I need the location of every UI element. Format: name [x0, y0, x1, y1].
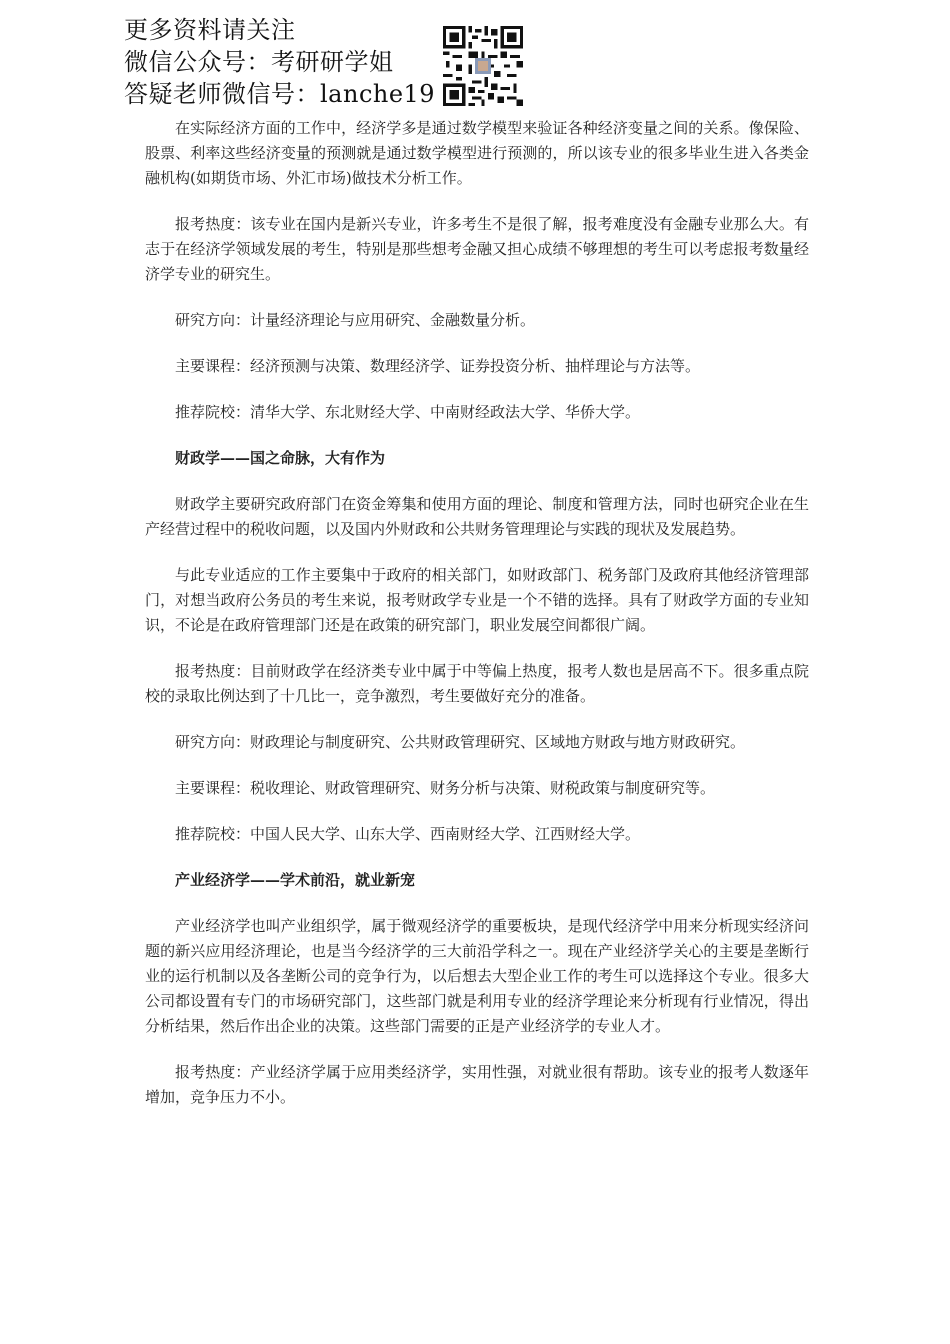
paragraph: 产业经济学也叫产业组织学，属于微观经济学的重要板块，是现代经济学中用来分析现实经济问题的新兴应用经济理论，也是当今经济学的三大前沿学科之一。现在产业经济学关心的主要是垄断行业的运行机制以及各垄断公司的竞争行为，以后想去大型企业工作的考生可以选择这个专业。很多大公司都设置有专门的市场研究部门，这些部门就是利用专业的经济学理论来分析现有行业情况，得出分析结果，然后作出企业的决策。这些部门需要的正是产业经济学的专业人才。 — [145, 917, 809, 1035]
paragraph: 研究方向：财政理论与制度研究、公共财政管理研究、区域地方财政与地方财政研究。 — [175, 733, 746, 751]
paragraph: 主要课程：税收理论、财政管理研究、财务分析与决策、财税政策与制度研究等。 — [175, 779, 716, 797]
paragraph: 推荐院校：中国人民大学、山东大学、西南财经大学、江西财经大学。 — [175, 825, 641, 843]
paragraph: 主要课程：经济预测与决策、数理经济学、证券投资分析、抽样理论与方法等。 — [175, 357, 701, 375]
promo-line-1: 更多资料请关注 — [124, 16, 296, 44]
paragraph: 与此专业适应的工作主要集中于政府的相关部门，如财政部门、税务部门及政府其他经济管理部门，对想当政府公务员的考生来说，报考财政学专业是一个不错的选择。具有了财政学方面的专业知识，不论是在政府管理部门还是在政策的研究部门，职业发展空间都很广阔。 — [145, 566, 809, 634]
section-heading: 产业经济学——学术前沿，就业新宠 — [175, 871, 416, 889]
promo-header — [124, 14, 435, 110]
paragraph: 报考热度：目前财政学在经济类专业中属于中等偏上热度，报考人数也是居高不下。很多重点院校的录取比例达到了十几比一，竞争激烈，考生要做好充分的准备。 — [145, 662, 809, 705]
promo-line-3: 答疑老师微信号：lanche19 — [124, 80, 436, 108]
paragraph: 报考热度：该专业在国内是新兴专业，许多考生不是很了解，报考难度没有金融专业那么大。有志于在经济学领域发展的考生，特别是那些想考金融又担心成绩不够理想的考生可以考虑报考数量经济学专业的研究生。 — [145, 215, 809, 283]
promo-line-2: 微信公众号：考研研学姐 — [124, 48, 394, 76]
paragraph: 研究方向：计量经济理论与应用研究、金融数量分析。 — [175, 311, 536, 329]
paragraph: 报考热度：产业经济学属于应用类经济学，实用性强，对就业很有帮助。该专业的报考人数逐年增加，竞争压力不小。 — [145, 1063, 809, 1106]
paragraph: 推荐院校：清华大学、东北财经大学、中南财经政法大学、华侨大学。 — [175, 403, 641, 421]
qr-code-icon — [443, 26, 523, 106]
article-body — [145, 116, 809, 1131]
section-heading: 财政学——国之命脉，大有作为 — [175, 449, 386, 467]
paragraph: 在实际经济方面的工作中，经济学多是通过数学模型来验证各种经济变量之间的关系。像保险、股票、利率这些经济变量的预测就是通过数学模型进行预测的，所以该专业的很多毕业生进入各类金融机构(如期货市场、外汇市场)做技术分析工作。 — [145, 119, 809, 187]
paragraph: 财政学主要研究政府部门在资金筹集和使用方面的理论、制度和管理方法，同时也研究企业在生产经营过程中的税收问题，以及国内外财政和公共财务管理理论与实践的现状及发展趋势。 — [145, 495, 809, 538]
